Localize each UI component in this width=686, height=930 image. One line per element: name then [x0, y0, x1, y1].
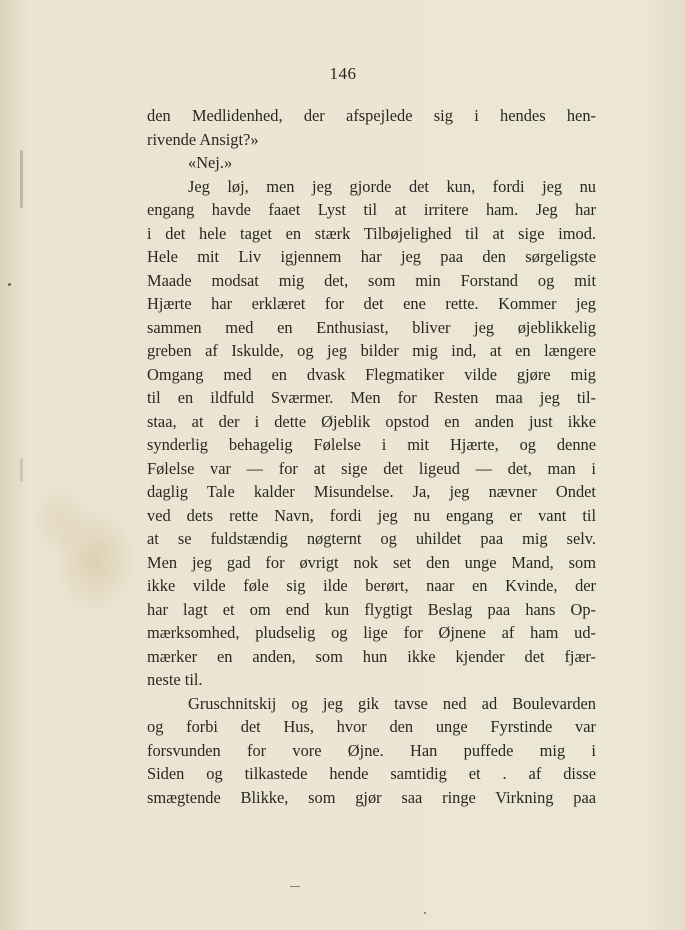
- text-line: Hele mit Liv igjennem har jeg paa den sørgeligste: [147, 247, 596, 266]
- text-line: Hjærte har erklæret for det ene rette. Kommer jeg: [147, 294, 596, 313]
- text-line: sammen med en Enthusiast, bliver jeg øjeblikkelig: [147, 317, 596, 337]
- text-line: daglig Tale kalder Misundelse. Ja, jeg nævner Ondet: [147, 482, 596, 501]
- paper-speck: [424, 912, 426, 914]
- text-line: Følelse var — for at sige det ligeud — det, man i: [147, 458, 596, 478]
- page-number: 146: [329, 64, 357, 83]
- text-line: ikke vilde føle sig ilde berørt, naar en Kvinde, der: [147, 576, 596, 595]
- text-line: neste til.: [147, 670, 203, 689]
- text-line: at se fuldstændig nøgternt og uhildet paa mig selv.: [147, 529, 596, 548]
- text-line: mærker en anden, som hun ikke kjender det fjær-: [147, 646, 596, 666]
- text-line: har lagt et om end kun flygtigt Beslag paa hans Op-: [147, 599, 596, 619]
- text-line: «Nej.»: [188, 153, 233, 172]
- text-line: og forbi det Hus, hvor den unge Fyrstinde var: [147, 717, 596, 736]
- paper-speck: [8, 283, 11, 286]
- text-line: den Medlidenhed, der afspejlede sig i hendes hen-: [147, 106, 596, 125]
- text-line: Jeg løj, men jeg gjorde det kun, fordi jeg nu: [188, 176, 596, 196]
- text-line: Men jeg gad for øvrigt nok set den unge Mand, som: [147, 552, 596, 572]
- text-line: smægtende Blikke, som gjør saa ringe Virkning paa: [147, 787, 596, 807]
- text-line: engang havde faaet Lyst til at irritere ham. Jeg har: [147, 200, 596, 219]
- text-line: Maade modsat mig det, som min Forstand og mit: [147, 270, 596, 290]
- footer-dash: [290, 886, 300, 887]
- text-line: forsvunden for vore Øjne. Han puffede mig i: [147, 740, 596, 760]
- text-line: mærksomhed, pludselig og lige for Øjnene af ham ud-: [147, 623, 596, 642]
- text-line: synderlig behagelig Følelse i mit Hjærte, og denne: [147, 435, 596, 454]
- text-line: til en ildfuld Sværmer. Men for Resten maa jeg til-: [147, 388, 596, 407]
- text-line: ved dets rette Navn, fordi jeg nu engang er vant til: [147, 505, 596, 525]
- binding-shadow-mark: [20, 458, 23, 482]
- text-line: rivende Ansigt?»: [147, 129, 259, 149]
- text-line: Siden og tilkastede hende samtidig et . af disse: [147, 764, 596, 783]
- text-line: greben af Iskulde, og jeg bilder mig ind, at en længere: [147, 341, 596, 360]
- body-text: [147, 104, 596, 809]
- text-line: Omgang med en dvask Flegmatiker vilde gjøre mig: [147, 364, 596, 384]
- text-line: staa, at der i dette Øjeblik opstod en anden just ikke: [147, 411, 596, 431]
- text-line: i det hele taget en stærk Tilbøjelighed til at sige imod.: [147, 223, 596, 243]
- binding-shadow-mark: [20, 150, 23, 208]
- text-line: Gruschnitskij og jeg gik tavse ned ad Boulevarden: [188, 693, 596, 713]
